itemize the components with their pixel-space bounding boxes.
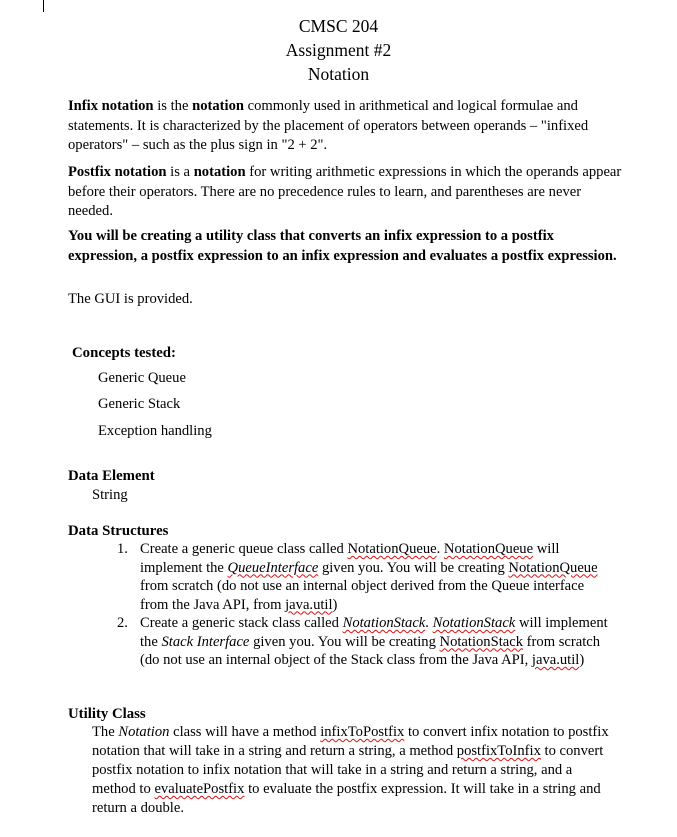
- text: given you. You will be creating: [249, 633, 440, 650]
- spellcheck-word: evaluatePostfix: [154, 781, 245, 797]
- concepts-heading: Concepts tested:: [72, 345, 176, 361]
- spellcheck-word: postfixToInfix: [456, 743, 541, 759]
- spellcheck-word: QueueInterface: [227, 559, 319, 576]
- spellcheck-word: NotationStack: [342, 615, 426, 631]
- list-number: 2.: [117, 615, 128, 631]
- text-cursor: [43, 0, 44, 12]
- text: from scratch (do not use an internal object of the Stack class from the Java API,: [140, 633, 601, 668]
- text: is the: [153, 98, 193, 114]
- text: to convert postfix notation to infix notation that will take in a string and return a string, and a method to: [92, 743, 604, 797]
- title-topic: Notation: [307, 64, 370, 84]
- task-paragraph: You will be creating a utility class that converts an infix expression to a postfix expression, a postfix expression to an infix expression and evaluates a postfix expression.: [68, 228, 617, 264]
- title-course: CMSC 204: [298, 16, 379, 36]
- postfix-term: Postfix notation: [68, 164, 167, 180]
- spellcheck-word: NotationQueue: [508, 559, 598, 576]
- list-number: 1.: [117, 541, 128, 557]
- text: Create a generic stack class called: [140, 615, 343, 631]
- spellcheck-word: NotationQueue: [443, 541, 534, 557]
- spellcheck-word: java.util: [531, 652, 580, 668]
- text: will implement the: [140, 541, 560, 576]
- italic-text: Stack Interface: [161, 633, 250, 650]
- list-item: [113, 614, 613, 670]
- text: will implement the: [140, 615, 608, 650]
- document-title: [0, 14, 677, 86]
- text: Create a generic queue class called: [140, 541, 348, 557]
- italic-text: Notation: [118, 724, 170, 740]
- infix-term: Infix notation: [68, 98, 154, 114]
- text: commonly used in arithmetical and logical formulae and statements. It is characterized by the placement of operators between operands – "infixed operators" – such as the plus sign in "2 + 2".: [68, 98, 589, 153]
- data-element-value: String: [92, 487, 128, 503]
- postfix-paragraph: [68, 163, 623, 222]
- concept-item: Generic Stack: [98, 396, 181, 412]
- data-structures-heading: Data Structures: [68, 523, 169, 539]
- list-item: [113, 540, 613, 614]
- bold-text: notation: [193, 164, 246, 180]
- text: class will have a method: [169, 724, 321, 740]
- text: .: [425, 615, 433, 631]
- text: given you. You will be creating: [318, 559, 509, 576]
- title-assignment: Assignment #2: [285, 40, 392, 60]
- data-element-heading: Data Element: [68, 468, 155, 484]
- spellcheck-word: java.util: [285, 596, 333, 613]
- spellcheck-word: NotationStack: [432, 615, 516, 631]
- text: The: [92, 724, 119, 740]
- text: ): [332, 596, 338, 613]
- data-structures-list: [113, 540, 613, 670]
- concept-item: Generic Queue: [98, 370, 186, 386]
- text: for writing arithmetic expressions in which the operands appear before their operators. There are no precedence rules to learn, and parentheses are never needed.: [68, 164, 622, 219]
- text: to evaluate the postfix expression. It will take in a string and return a double.: [92, 781, 601, 816]
- infix-paragraph: [68, 97, 623, 156]
- text: ): [579, 652, 585, 668]
- text: is a: [166, 164, 194, 180]
- concept-item: Exception handling: [98, 423, 212, 439]
- gui-note: The GUI is provided.: [68, 291, 193, 307]
- utility-heading: Utility Class: [68, 706, 146, 722]
- text: to convert infix notation to postfix notation that will take in a string and return a string, a method: [92, 724, 609, 759]
- bold-text: notation: [192, 98, 244, 114]
- spellcheck-word: NotationStack: [439, 633, 524, 650]
- text: .: [436, 541, 444, 557]
- spellcheck-word: NotationQueue: [347, 541, 437, 557]
- spellcheck-word: infixToPostfix: [320, 724, 405, 740]
- utility-paragraph: [92, 723, 614, 818]
- text: from scratch (do not use an internal object derived from the Queue interface from the Java API, from: [140, 578, 585, 613]
